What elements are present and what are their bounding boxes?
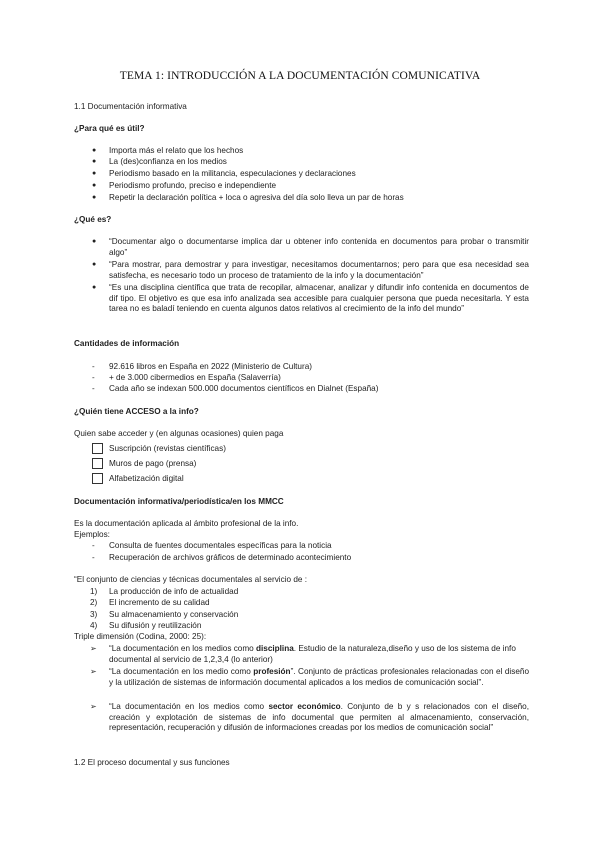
bullet-icon: ● <box>92 194 97 201</box>
amounts-heading: Cantidades de información <box>74 339 180 348</box>
checkbox[interactable] <box>92 473 103 484</box>
arrow-icon: ➢ <box>90 702 97 711</box>
bullet-icon: ● <box>92 182 97 189</box>
bullet-icon: ● <box>92 261 97 268</box>
quote-intro: “El conjunto de ciencias y técnicas documentales al servicio de : <box>74 575 308 584</box>
examples-label: Ejemplos: <box>74 530 110 539</box>
bullet-icon: ● <box>92 147 97 154</box>
dash-marker: - <box>92 384 95 393</box>
document-page: TEMA 1: INTRODUCCIÓN A LA DOCUMENTACIÓN COMUNICATIVA 1.1 Documentación informativa ¿Para qué es útil? ● Importa más el relato que los hechos ● La (des)confianza en los medios ● Periodismo basado en la militancia, especulaciones y declaraciones ● Periodismo profundo, preciso e independiente ● Repetir la declaración política + loca o agresiva del día solo lleva un par de horas ¿Qué es? ● “Documentar algo o documentarse implica dar u obtener info contenida en documentos para probar o transmitir algo” ● “Para mostrar, para demostrar y para investigar, necesitamos documentarnos; pero para que esa necesidad sea satisfecha, es necesario todo un proceso de tratamiento de la info y la documentación” ● “Es una disciplina científica que trata de recopilar, almacenar, analizar y difundir info contenida en documentos de dif tipo. El objetivo es que esa info analizada sea accesible para cualquier persona que pueda necesitarla. Y esta tarea no es baladí teniendo en cuenta algunos datos relativos al crecimiento de la info del mundo” Cantidades de información - 92.616 libros en España en 2022 (Ministerio de Cultura) - + de 3.000 cibermedios en España (Salaverría) - Cada año se indexan 500.000 documentos científicos en Dialnet (España) ¿Quién tiene ACCESO a la info? Quien sabe acceder y (en algunas ocasiones) quien paga Suscripción (revistas científicas) Muros de pago (prensa) Alfabetización digital Documentación informativa/periodística/en los MMCC Es la documentación aplicada al ámbito profesional de la info. Ejemplos: - Consulta de fuentes documentales específicas para la noticia - Recuperación de archivos gráficos de determinado acontecimiento “El conjunto de ciencias y técnicas documentales al servicio de : 1) La producción de info de actualidad 2) El incremento de su calidad 3) Su almacenamiento y conservación 4) Su difusión y reutilización Triple dimensión (Codina, 2000: 25): ➢ “La documentación en los medios como disciplina. Estudio de la naturaleza,diseño y uso de los sistema de info documental al servicio de 1,2,3,4 (lo anterior) ➢ “La documentación en los medio como profesión”. Conjunto de prácticas profesionales relacionadas con el diseño y la utilización de sistemas de información documental aplicados a los medios de comunicación social”. ➢ “La documentación en los medios como sector económico. Conjunto de b y s relacionados con el diseño, creación y explotación de sistemas de info documental que permiten al almacenamiento, conservación, representación, recuperación y difusión de informaciones creadas por los medios de comunicación social” 1.2 El proceso documental y sus funciones <box>0 0 600 848</box>
checkbox[interactable] <box>92 458 103 469</box>
access-heading: ¿Quién tiene ACCESO a la info? <box>74 407 199 416</box>
access-intro: Quien sabe acceder y (en algunas ocasiones) quien paga <box>74 429 284 438</box>
dash-marker: - <box>92 553 95 562</box>
mmcc-heading: Documentación informativa/periodística/en los MMCC <box>74 497 284 506</box>
dash-marker: - <box>92 373 95 382</box>
mmcc-definition: Es la documentación aplicada al ámbito profesional de la info. <box>74 519 299 528</box>
arrow-icon: ➢ <box>90 644 97 653</box>
bullet-icon: ● <box>92 238 97 245</box>
bullet-icon: ● <box>92 284 97 291</box>
triple-dimension-label: Triple dimensión (Codina, 2000: 25): <box>74 632 207 641</box>
what-is-heading: ¿Qué es? <box>74 215 112 224</box>
section-1-2-heading: 1.2 El proceso documental y sus funciones <box>74 758 230 767</box>
dash-marker: - <box>92 541 95 550</box>
dash-marker: - <box>92 362 95 371</box>
checkbox[interactable] <box>92 443 103 454</box>
bullet-icon: ● <box>92 158 97 165</box>
bullet-icon: ● <box>92 170 97 177</box>
section-1-1-heading: 1.1 Documentación informativa <box>74 102 187 111</box>
page-title: TEMA 1: INTRODUCCIÓN A LA DOCUMENTACIÓN COMUNICATIVA <box>119 70 481 82</box>
arrow-icon: ➢ <box>90 667 97 676</box>
useful-heading: ¿Para qué es útil? <box>74 124 145 133</box>
